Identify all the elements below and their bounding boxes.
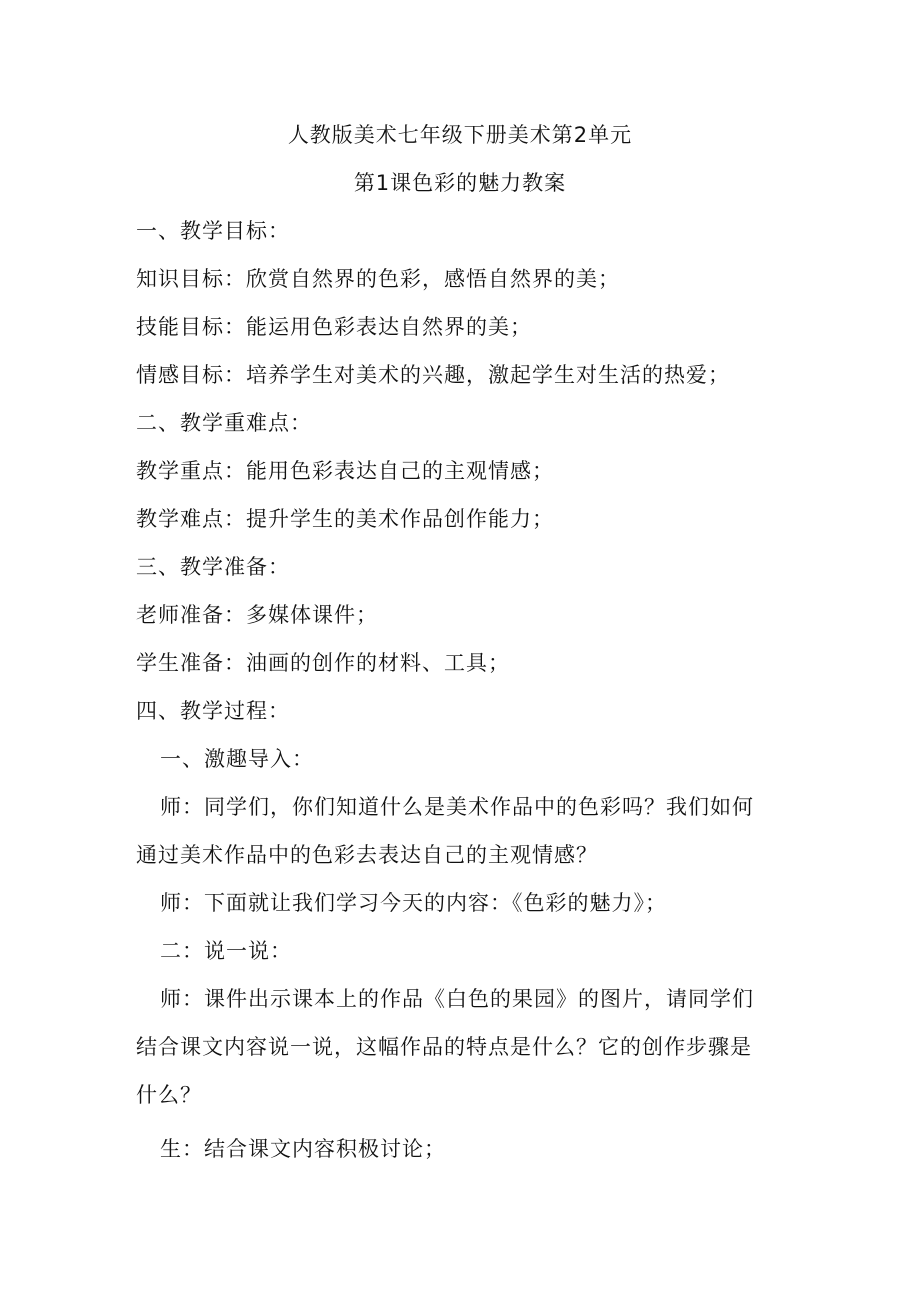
paragraph: 情感目标：培养学生对美术的兴趣，激起学生对生活的热爱； xyxy=(136,363,730,387)
paragraph: 师：同学们，你们知道什么是美术作品中的色彩吗？我们如何 xyxy=(160,795,754,819)
paragraph: 技能目标：能运用色彩表达自然界的美； xyxy=(136,315,532,339)
document-subtitle: 第1课色彩的魅力教案 xyxy=(353,171,567,195)
paragraph: 教学重点：能用色彩表达自己的主观情感； xyxy=(136,459,554,483)
paragraph: 生：结合课文内容积极讨论； xyxy=(160,1137,446,1161)
subsection-heading: 一、激趣导入： xyxy=(160,747,314,771)
paragraph: 通过美术作品中的色彩去表达自己的主观情感？ xyxy=(136,843,598,867)
paragraph: 知识目标：欣赏自然界的色彩，感悟自然界的美； xyxy=(136,267,620,291)
subsection-heading: 二：说一说： xyxy=(160,939,292,963)
paragraph: 师：下面就让我们学习今天的内容：《色彩的魅力》； xyxy=(160,891,667,915)
paragraph: 结合课文内容说一说，这幅作品的特点是什么？它的创作步骤是 xyxy=(136,1035,752,1059)
paragraph: 教学难点：提升学生的美术作品创作能力； xyxy=(136,507,554,531)
paragraph: 师：课件出示课本上的作品《白色的果园》的图片，请同学们 xyxy=(160,987,754,1011)
paragraph: 老师准备：多媒体课件； xyxy=(136,603,378,627)
section-heading: 一、教学目标： xyxy=(136,219,290,243)
document-title: 人教版美术七年级下册美术第2单元 xyxy=(287,123,633,147)
section-heading: 二、教学重难点： xyxy=(136,411,312,435)
section-heading: 四、教学过程： xyxy=(136,699,290,723)
paragraph: 学生准备：油画的创作的材料、工具； xyxy=(136,651,510,675)
paragraph: 什么？ xyxy=(136,1083,202,1107)
section-heading: 三、教学准备： xyxy=(136,555,290,579)
